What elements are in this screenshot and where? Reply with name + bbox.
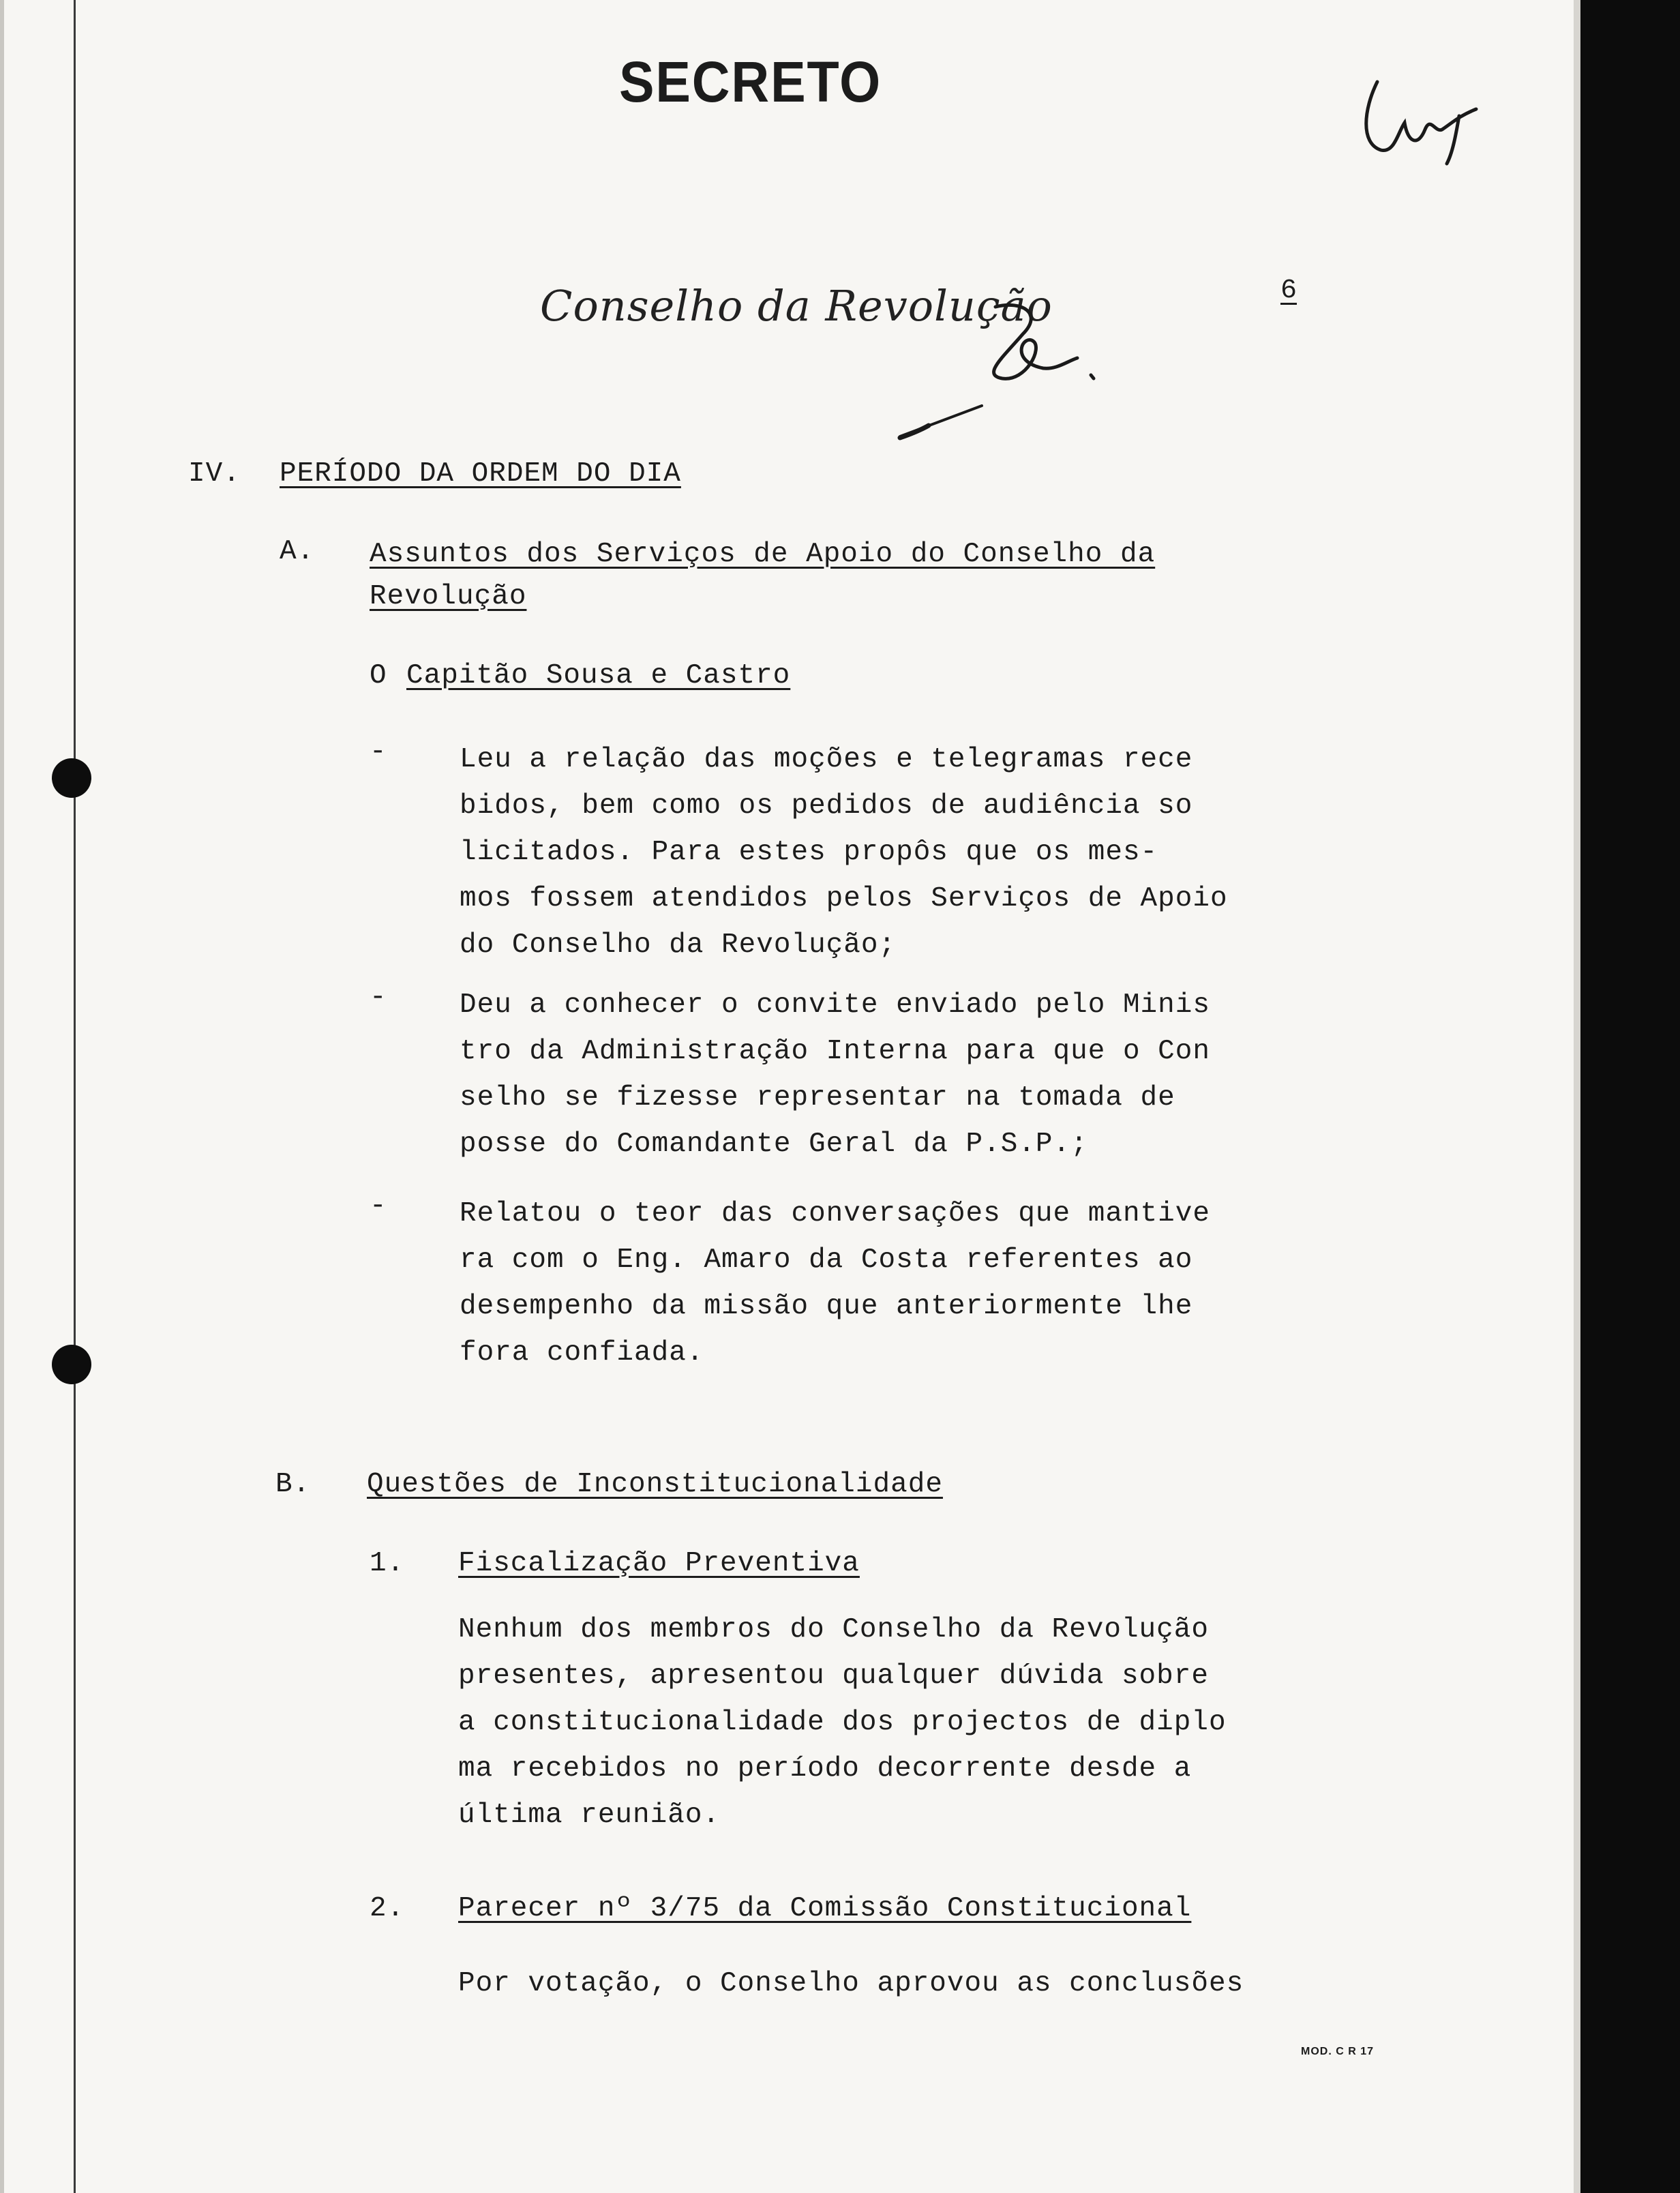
paragraph-line: a constitucionalidade dos projectos de diplo bbox=[458, 1707, 1227, 1738]
sub1-paragraph bbox=[458, 1607, 1227, 1838]
page-left-edge bbox=[0, 0, 4, 2193]
list-item-line: ra com o Eng. Amaro da Costa referentes ao bbox=[460, 1244, 1193, 1276]
page-margin-line bbox=[74, 0, 76, 2193]
paragraph-line: última reunião. bbox=[458, 1800, 721, 1831]
sub1-number: 1. bbox=[370, 1548, 405, 1579]
part-a-letter: A. bbox=[280, 536, 315, 567]
handwritten-initials bbox=[1357, 68, 1493, 170]
list-item bbox=[460, 1191, 1210, 1376]
speaker-name: Capitão Sousa e Castro bbox=[406, 660, 791, 691]
part-b-title: Questões de Inconstitucionalidade bbox=[367, 1469, 943, 1500]
letterhead-title: Conselho da Revolução bbox=[540, 281, 1053, 331]
list-item-line: bidos, bem como os pedidos de audiência so bbox=[460, 790, 1193, 822]
paragraph-line: Nenhum dos membros do Conselho da Revolução bbox=[458, 1614, 1209, 1645]
page-number: 6 bbox=[1280, 275, 1298, 306]
part-a-title-line1: Assuntos dos Serviços de Apoio do Conselho da bbox=[370, 539, 1156, 570]
scan-black-border bbox=[1580, 0, 1680, 2193]
sub2-paragraph-line: Por votação, o Conselho aprovou as conclusões bbox=[458, 1968, 1244, 1999]
list-item-line: desempenho da missão que anteriormente lhe bbox=[460, 1291, 1193, 1322]
speaker-prefix: O bbox=[370, 660, 387, 691]
signature-mark bbox=[886, 293, 1132, 450]
form-code: MOD. C R 17 bbox=[1301, 2046, 1375, 2057]
list-item-line: selho se fizesse representar na tomada de bbox=[460, 1082, 1175, 1114]
punch-hole-upper bbox=[52, 758, 91, 798]
section-number: IV. bbox=[188, 458, 241, 490]
list-dash: - bbox=[370, 982, 387, 1013]
part-a-title-line2: Revolução bbox=[370, 581, 527, 612]
list-dash: - bbox=[370, 1191, 387, 1222]
paragraph-line: ma recebidos no período decorrente desde a bbox=[458, 1753, 1192, 1785]
list-item-line: mos fossem atendidos pelos Serviços de Apoio bbox=[460, 883, 1228, 914]
sub2-number: 2. bbox=[370, 1893, 405, 1924]
list-item-line: posse do Comandante Geral da P.S.P.; bbox=[460, 1129, 1088, 1160]
list-item-line: fora confiada. bbox=[460, 1337, 704, 1369]
sub2-title: Parecer nº 3/75 da Comissão Constitucional bbox=[458, 1893, 1192, 1924]
part-b-letter: B. bbox=[275, 1469, 311, 1500]
section-title: PERÍODO DA ORDEM DO DIA bbox=[280, 458, 681, 490]
paragraph-line: presentes, apresentou qualquer dúvida sobre bbox=[458, 1660, 1209, 1692]
list-item-line: tro da Administração Interna para que o Con bbox=[460, 1036, 1210, 1067]
punch-hole-lower bbox=[52, 1345, 91, 1384]
list-item-line: do Conselho da Revolução; bbox=[460, 929, 897, 961]
list-dash: - bbox=[370, 736, 387, 768]
list-item bbox=[460, 736, 1228, 968]
list-item-line: Deu a conhecer o convite enviado pelo Minis bbox=[460, 989, 1210, 1021]
classification-stamp: SECRETO bbox=[619, 50, 882, 114]
list-item-line: Leu a relação das moções e telegramas rece bbox=[460, 744, 1193, 775]
list-item-line: licitados. Para estes propôs que os mes- bbox=[460, 837, 1158, 868]
list-item bbox=[460, 982, 1210, 1167]
sub1-title: Fiscalização Preventiva bbox=[458, 1548, 860, 1579]
list-item-line: Relatou o teor das conversações que mantive bbox=[460, 1198, 1210, 1229]
